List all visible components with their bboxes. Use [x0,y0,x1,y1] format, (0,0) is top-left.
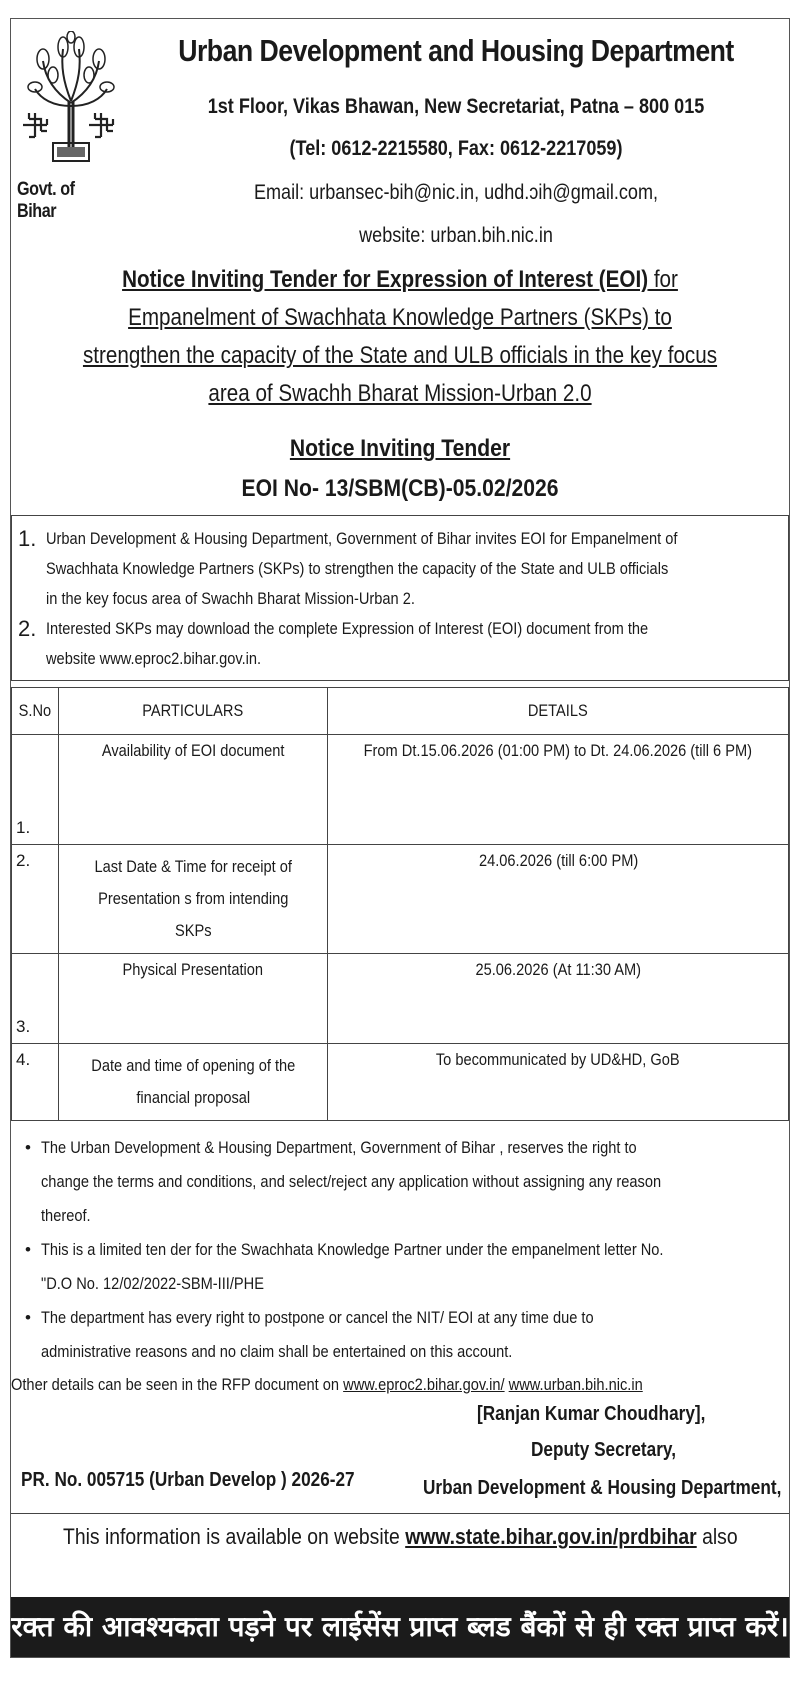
point-number: 1. [18,526,37,551]
row-particular: Physical Presentation [58,954,328,1044]
row-details: To becommunicated by UD&HD, GoB [328,1044,789,1121]
prd-link[interactable]: www.state.bihar.gov.in/prdbihar [404,1524,697,1549]
row-details: 24.06.2026 (till 6:00 PM) [328,845,789,954]
schedule-table [11,687,789,1121]
row-particular: Last Date & Time for receipt of Presentation s from intending SKPs [58,845,328,954]
bullet-icon: • [25,1308,31,1327]
table-row [12,845,789,954]
department-title: Urban Development and Housing Department [178,33,734,68]
emblem-label: Govt. of Bihar [17,179,75,222]
bullet-text: This is a limited ten der for the Swachhata Knowledge Partner under the empanelment letter No. "D.O No. 12/02/2022-SBM-III/PHE [41,1240,664,1293]
list-item [18,614,784,674]
numbered-points [11,515,789,681]
table-row [12,954,789,1044]
table-row [12,735,789,845]
tender-notice [10,18,790,1658]
list-item [15,1301,789,1369]
list-item [15,1131,789,1233]
bihar-emblem-icon [23,31,119,181]
bullet-icon: • [25,1138,31,1157]
row-sno: 3. [12,954,59,1044]
notice-title-bold: Notice Inviting Tender for Expression of Interest (EOI) [122,266,649,293]
row-sno: 2. [12,845,59,954]
terms-list [15,1131,789,1369]
point-text: Urban Development & Housing Department, Government of Bihar invites EOI for Empanelment of Swachhata Knowledge Partners (SKPs) to strengthen the capacity of the State and ULB officials in the key focus area of Swachh Bharat Mission-Urban 2. [46,529,678,608]
list-item [18,524,784,614]
info-line [11,1513,789,1564]
point-number: 2. [18,616,37,641]
table-header-row [12,688,789,735]
row-particular: Date and time of opening of the financial proposal [58,1044,328,1121]
header-details: DETAILS [328,688,789,735]
point-text: Interested SKPs may download the complete Expression of Interest (EOI) document from the website www.eproc2.bihar.gov.in. [46,619,649,668]
pr-number: PR. No. 005715 (Urban Develop ) 2026-27 [21,1469,355,1491]
signature-block [11,1395,789,1513]
row-particular: Availability of EOI document [58,735,328,845]
signatory-designation: Deputy Secretary, [531,1439,676,1461]
table-row [12,1044,789,1121]
row-sno: 4. [12,1044,59,1121]
notice-title-rest: for Empanelment of Swachhata Knowledge Partners (SKPs) to strengthen the capacity of the State and ULB officials in the key focus area of Swachh Bharat Mission-Urban 2.0 [82,266,718,407]
info-suffix: also [696,1524,738,1549]
department-address: 1st Floor, Vikas Bhawan, New Secretariat, Patna – 800 015 [207,95,705,118]
row-sno: 1. [12,735,59,845]
bullet-text: The department has every right to postpone or cancel the NIT/ EOI at any time due to administrative reasons and no claim shall be entertained on this account. [41,1308,594,1361]
nit-text: Notice Inviting Tender [289,435,511,462]
bullet-icon: • [25,1240,31,1259]
hindi-banner: रक्त की आवश्यकता पड़ने पर लाईसेंस प्राप्त ब्लड बैंकों से ही रक्त प्राप्त करें। [11,1597,789,1657]
signatory-name: [Ranjan Kumar Choudhary], [477,1403,706,1425]
header-particulars: PARTICULARS [58,688,328,735]
email-line: Email: urbansec-bih@nic.in, udhd.ɔih@gmail.com, [253,181,659,204]
eproc-link[interactable]: www.eproc2.bihar.gov.in/ [343,1375,505,1394]
list-item [15,1233,789,1301]
bullet-text: The Urban Development & Housing Department, Government of Bihar , reserves the right to change the terms and conditions, and select/reject any application without assigning any reason thereof. [41,1138,662,1225]
info-prefix: This information is available on website [62,1524,405,1549]
other-details [11,1375,785,1395]
tel-fax: (Tel: 0612-2215580, Fax: 0612-2217059) [289,137,623,160]
row-details: From Dt.15.06.2026 (01:00 PM) to Dt. 24.06.2026 (till 6 PM) [328,735,789,845]
other-details-prefix: Other details can be seen in the RFP document on [11,1375,344,1394]
row-details: 25.06.2026 (At 11:30 AM) [328,954,789,1044]
urban-link[interactable]: www.urban.bih.nic.in [508,1375,643,1394]
nit-heading [58,435,743,463]
notice-heading [78,261,723,413]
header-sno: S.No [12,688,59,735]
website-line: website: urban.bih.nic.in [359,224,553,247]
signatory-department: Urban Development & Housing Department, [423,1477,782,1499]
letterhead [11,19,789,251]
eoi-number: EOI No- 13/SBM(CB)-05.02/2026 [241,475,559,502]
